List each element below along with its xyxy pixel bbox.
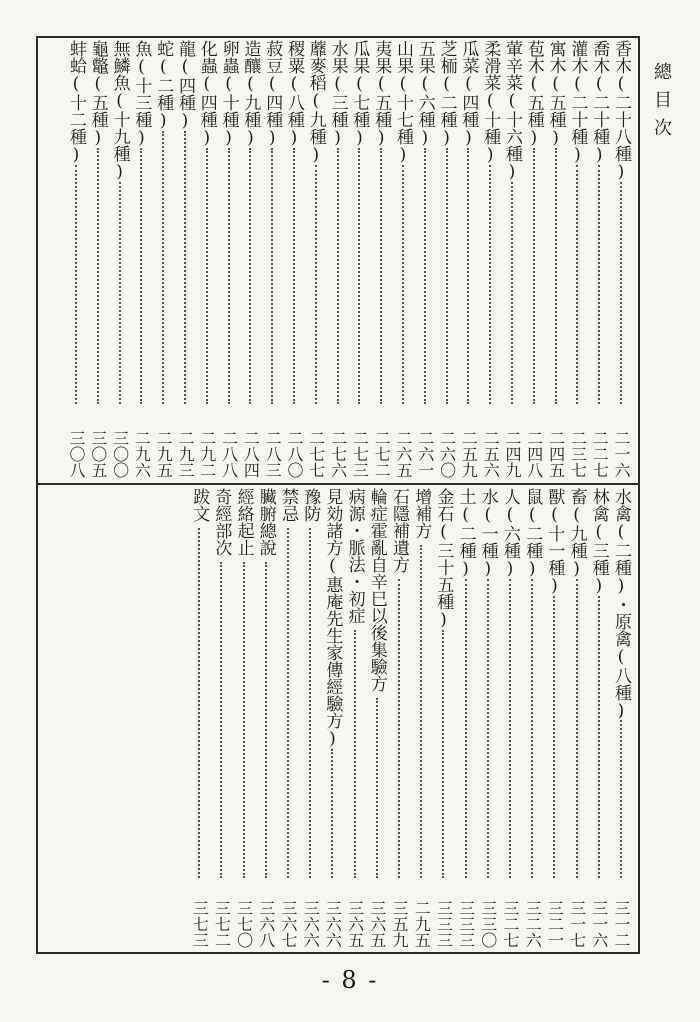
toc-entry: [261, 40, 283, 478]
toc-entry-page: 三〇五: [88, 430, 108, 478]
toc-entry: [174, 40, 196, 478]
toc-entry-title: 寓木(五種): [545, 40, 566, 148]
toc-entry-title: 柔滑菜(十種): [480, 40, 501, 165]
toc-entry-title: 金石(三十五種): [433, 488, 454, 630]
toc-entry-page: 二九六: [132, 430, 152, 478]
toc-entry: [218, 40, 240, 478]
toc-entry-title: 喬木(二十種): [589, 40, 610, 165]
toc-entry: [370, 40, 392, 478]
toc-entry-page: 三六六: [301, 900, 321, 948]
toc-entry: [610, 488, 632, 948]
toc-entry-page: 二八四: [241, 430, 261, 478]
toc-entry-title: 畜(九種): [566, 488, 587, 579]
toc-entry-leader: [243, 562, 245, 878]
toc-entry: [255, 488, 277, 948]
toc-entry-title: 水果(三種): [327, 40, 348, 148]
toc-entry: [588, 40, 610, 478]
toc-entry-leader: [140, 148, 142, 404]
toc-entry-leader: [620, 182, 622, 404]
toc-entry: [523, 40, 545, 478]
toc-entry-title: 芝栭(二種): [436, 40, 457, 148]
toc-entry-page: 二三七: [568, 430, 588, 478]
toc-entry: [344, 488, 366, 948]
toc-entry: [566, 488, 588, 948]
page-folio: - 8 -: [321, 966, 379, 994]
toc-entry: [233, 488, 255, 948]
toc-entry-page: 三七二: [212, 900, 232, 948]
toc-entry-title: 鼠(二種): [522, 488, 543, 579]
toc-entry-title: 香木(二十八種): [611, 40, 631, 182]
toc-entry-page: 三六五: [367, 900, 387, 948]
toc-entry-title: 蘼麥稻(九種): [305, 40, 326, 165]
toc-entry: [109, 40, 131, 478]
toc-entry-page: 二六〇: [437, 430, 457, 478]
toc-entry-title: 卵蟲(十種): [218, 40, 239, 148]
toc-entry-page: 二五六: [481, 430, 501, 478]
toc-entry-title: 水(一種): [477, 488, 498, 579]
toc-entry-leader: [293, 148, 295, 404]
toc-entry-leader: [184, 131, 186, 404]
toc-entry: [348, 40, 370, 478]
toc-entry-title: 增補方: [411, 488, 432, 539]
toc-entry: [455, 488, 477, 948]
toc-entry-title: 菽豆(四種): [262, 40, 283, 148]
toc-entry-title: 病源・脈法・初症: [344, 488, 365, 624]
toc-entry: [610, 40, 632, 478]
toc-entry-title: 龜鼈(五種): [87, 40, 108, 148]
toc-entry-leader: [228, 148, 230, 404]
toc-entry-page: 二七三: [350, 430, 370, 478]
toc-entry-title: 林禽(三種): [588, 488, 609, 596]
toc-entry-leader: [162, 131, 164, 404]
toc-entry-leader: [265, 562, 267, 878]
toc-entry-page: 三〇八: [67, 430, 86, 478]
toc-entry: [566, 40, 588, 478]
toc-entry: [545, 40, 567, 478]
toc-entry-title: 水禽(二種)・原禽(八種): [611, 488, 631, 721]
toc-entry: [521, 488, 543, 948]
toc-entry-leader: [531, 579, 533, 878]
toc-entry: [366, 488, 388, 948]
toc-entry: [188, 488, 210, 948]
toc-entry-title: 苞木(五種): [523, 40, 544, 148]
toc-entry-leader: [465, 579, 467, 878]
page-header: 總目次: [651, 62, 672, 146]
toc-entry-title: 瓜菜(四種): [458, 40, 479, 148]
toc-entry-leader: [402, 165, 404, 404]
toc-entry-title: 五果(六種): [414, 40, 435, 148]
toc-entry: [210, 488, 232, 948]
toc-entry-leader: [576, 579, 578, 878]
toc-entry: [87, 40, 109, 478]
toc-entry-title: 奇經部次: [211, 488, 232, 556]
toc-entry-page: 二九二: [197, 430, 217, 478]
toc-entry: [392, 40, 414, 478]
toc-entry: [299, 488, 321, 948]
toc-entry-leader: [249, 148, 251, 404]
toc-entry-page: 三六五: [345, 900, 365, 948]
toc-entry-page: 三二一: [545, 900, 565, 948]
toc-entry-page: 三七〇: [234, 900, 254, 948]
toc-entry-leader: [446, 148, 448, 404]
toc-entry-title: 龍(四種): [175, 40, 195, 131]
toc-entry-leader: [358, 148, 360, 404]
toc-entry: [414, 40, 436, 478]
toc-entry-leader: [119, 182, 121, 404]
toc-entry-leader: [315, 165, 317, 404]
toc-entry-title: 禁忌: [278, 488, 298, 522]
toc-entry-page: 二四八: [524, 430, 544, 478]
toc-entry-page: 二七二: [372, 430, 392, 478]
toc-entry-page: 二八三: [263, 430, 283, 478]
toc-entry-page: 三〇〇: [110, 430, 130, 478]
toc-entry-page: 三一七: [567, 900, 587, 948]
toc-entry: [305, 40, 327, 478]
toc-entry: [65, 40, 87, 478]
toc-entry: [501, 40, 523, 478]
toc-entry: [477, 488, 499, 948]
toc-entry-title: 臟腑總說: [255, 488, 276, 556]
toc-entry-page: 二七六: [328, 430, 348, 478]
toc-entry-title: 見効諸方(惠庵先生家傳經驗方): [322, 488, 343, 749]
toc-entry-leader: [198, 528, 200, 878]
toc-entry-title: 經絡起止: [233, 488, 254, 556]
toc-entry: [588, 488, 610, 948]
toc-entry-page: 二八〇: [285, 430, 304, 478]
toc-entry: [327, 40, 349, 478]
toc-entry-leader: [220, 562, 222, 878]
toc-entry-leader: [354, 630, 356, 878]
toc-entry: [436, 40, 458, 478]
toc-entry-title: 葷辛菜(十六種): [502, 40, 522, 182]
toc-entry-page: 三三〇: [478, 900, 498, 948]
toc-entry-page: 二一六: [612, 430, 631, 478]
toc-entry-page: 二九三: [176, 430, 195, 478]
toc-entry-leader: [509, 579, 511, 878]
toc-entry-page: 二四五: [546, 430, 566, 478]
toc-entry-leader: [424, 148, 426, 404]
toc-entry-leader: [511, 182, 513, 404]
toc-entry-page: 二六五: [394, 430, 413, 478]
toc-entry-page: 二二七: [590, 430, 610, 478]
toc-entry-leader: [380, 148, 382, 404]
toc-entry-leader: [287, 528, 289, 878]
toc-entry-page: 三六七: [279, 900, 298, 948]
toc-entry-leader: [598, 165, 600, 404]
toc-entry: [152, 40, 174, 478]
toc-entry-page: 二九五: [154, 430, 174, 478]
toc-entry-page: 二七七: [306, 430, 326, 478]
toc-entry-title: 夷果(五種): [371, 40, 392, 148]
toc-entry-leader: [598, 596, 600, 878]
toc-entry-page: 三六六: [323, 900, 343, 948]
toc-entry-title: 跋文: [189, 488, 210, 522]
toc-entry-title: 石隱補遺方: [389, 488, 409, 573]
toc-entry-title: 豫防: [300, 488, 321, 522]
toc-entry-page: 三三三: [434, 900, 454, 948]
toc-entry: [321, 488, 343, 948]
toc-entry-page: 二九五: [412, 900, 432, 948]
toc-entry: [283, 40, 305, 478]
toc-entry-leader: [489, 165, 491, 404]
toc-entry-leader: [331, 749, 333, 878]
toc-entry: [410, 488, 432, 948]
toc-entry-leader: [376, 698, 378, 878]
toc-entry-leader: [620, 715, 622, 878]
toc-entry-page: 三五九: [390, 900, 409, 948]
toc-entry-leader: [206, 148, 208, 404]
toc-entry-leader: [442, 630, 444, 878]
toc-entry-page: 三七三: [190, 900, 210, 948]
toc-entry-page: 三一二: [612, 900, 631, 948]
toc-entry-leader: [487, 579, 489, 878]
toc-entry-title: 無鱗魚(十九種): [109, 40, 130, 182]
toc-entry-title: 稷粟(八種): [284, 40, 304, 148]
toc-entry-title: 蛇(二種): [153, 40, 174, 131]
toc-entry-leader: [75, 165, 77, 404]
toc-entry-leader: [576, 165, 578, 404]
toc-entry-page: 二四九: [503, 430, 522, 478]
toc-entry-leader: [533, 148, 535, 404]
toc-entry-page: 二五九: [459, 430, 479, 478]
toc-entry: [388, 488, 410, 948]
toc-entry-title: 造釀(九種): [240, 40, 261, 148]
toc-entry-leader: [398, 579, 400, 878]
section-divider: [36, 483, 640, 485]
toc-entry: [499, 488, 521, 948]
toc-entry-leader: [337, 148, 339, 404]
toc-entry: [457, 40, 479, 478]
toc-entry-title: 灌木(二十種): [567, 40, 588, 165]
toc-entry-title: 土(二種): [455, 488, 476, 579]
toc-entry-title: 蚌蛤(十二種): [66, 40, 86, 165]
toc-entry-page: 三六八: [256, 900, 276, 948]
toc-entry: [239, 40, 261, 478]
toc-entry-leader: [553, 596, 555, 878]
toc-entry: [543, 488, 565, 948]
toc-entry-page: 二八八: [219, 430, 239, 478]
toc-entry-title: 瓜果(七種): [349, 40, 370, 148]
toc-entry: [277, 488, 299, 948]
toc-entry-leader: [467, 148, 469, 404]
toc-entry-title: 輪症霍亂自辛巳以後集驗方: [366, 488, 387, 692]
toc-entry-leader: [309, 528, 311, 878]
toc-entry-page: 三三三: [456, 900, 476, 948]
toc-entry-leader: [271, 148, 273, 404]
toc-entry-title: 山果(十七種): [393, 40, 413, 165]
toc-entry: [479, 40, 501, 478]
toc-entry-title: 化蟲(四種): [196, 40, 217, 148]
toc-entry-title: 獸(十一種): [544, 488, 565, 596]
toc-entry-page: 三二七: [501, 900, 520, 948]
toc-entry-page: 二六一: [415, 430, 435, 478]
toc-entry-leader: [555, 148, 557, 404]
toc-entry-leader: [97, 148, 99, 404]
toc-entry-title: 人(六種): [500, 488, 520, 579]
toc-entry: [432, 488, 454, 948]
toc-entry-page: 三一六: [589, 900, 609, 948]
toc-entry-page: 三二六: [523, 900, 543, 948]
toc-entry-title: 魚(十三種): [131, 40, 152, 148]
toc-entry: [196, 40, 218, 478]
toc-entry-leader: [420, 545, 422, 878]
toc-entry: [130, 40, 152, 478]
